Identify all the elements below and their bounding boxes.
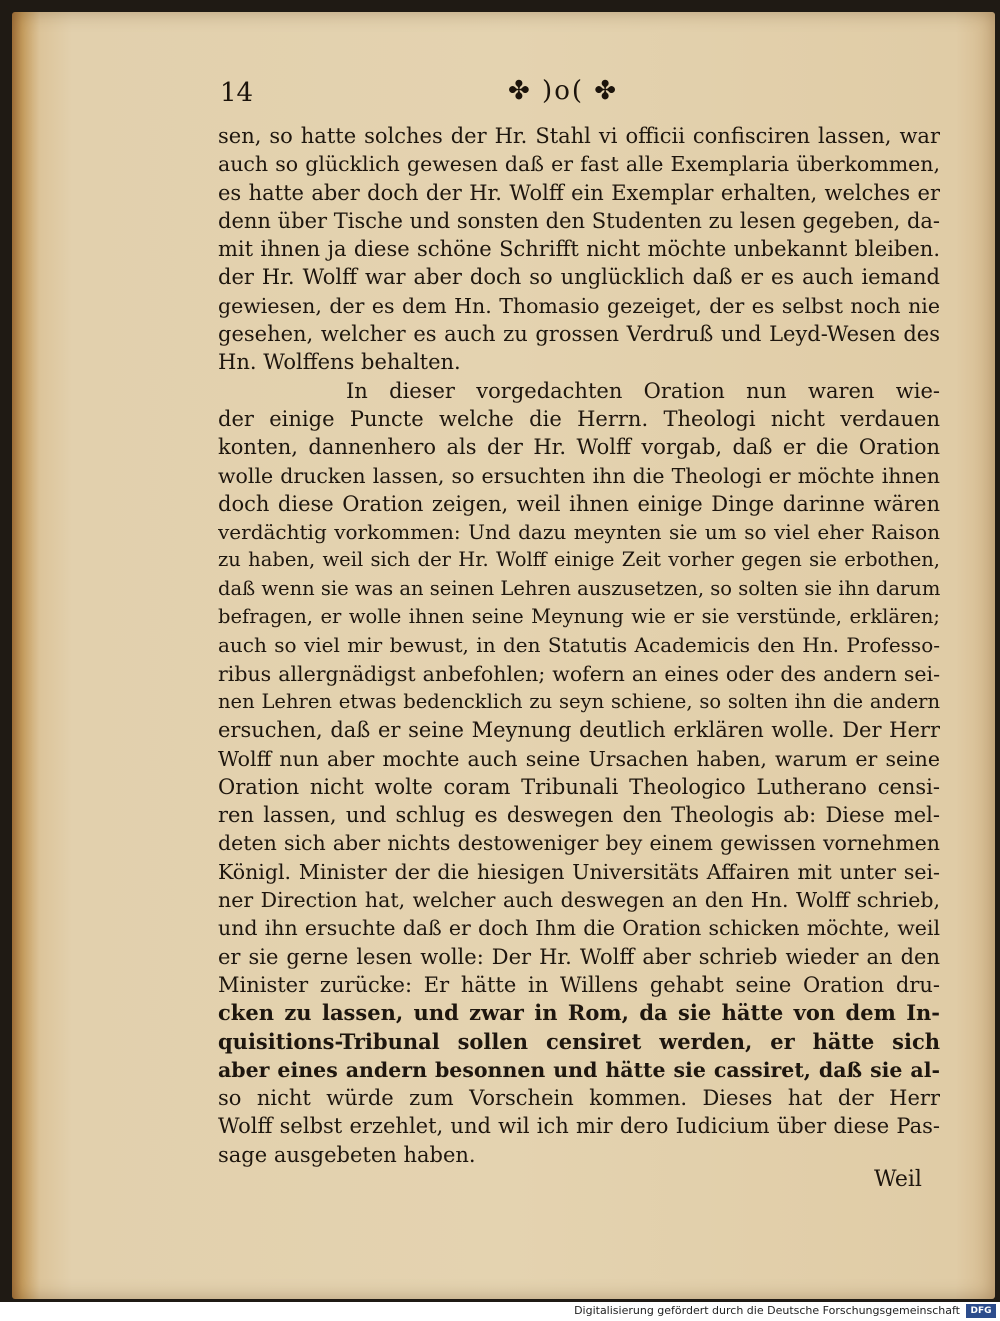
text-line [218,914,940,942]
text-line [218,490,940,518]
text-line-content: so nicht würde zum Vorschein kommen. Dieses hat der Herr [218,1086,940,1111]
text-line-content: sen, so hatte solches der Hr. Stahl vi officii confisciren lassen, war [218,124,940,148]
text-line-content: zu haben, weil sich der Hr. Wolff einige Zeit vorher gegen sie erbothen, [218,548,940,572]
text-line-content: er sie gerne lesen wolle: Der Hr. Wolff aber schrieb wieder an den [218,944,940,969]
text-line [218,405,940,433]
text-line-content: aber eines andern besonnen und hätte sie cassiret, daß sie al- [218,1057,940,1082]
text-line-content: In dieser vorgedachten Oration nun waren wie- [346,378,940,403]
page-number: 14 [220,78,254,108]
text-line [218,829,940,857]
text-line-content: mit ihnen ja diese schöne Schrifft nicht möchte unbekannt bleiben. [218,237,940,262]
text-line [218,603,940,631]
text-line [218,150,940,178]
text-line [218,292,940,320]
footer-attribution: Digitalisierung gefördert durch die Deutsche Forschungsgemeinschaft [574,1304,960,1317]
text-line [218,943,940,971]
text-line [218,1112,940,1140]
text-line-content: verdächtig vorkommen: Und dazu meynten sie um so viel eher Raison [218,520,940,545]
text-line [218,377,940,405]
text-line [218,207,940,235]
text-line-content: sage ausgebeten haben. [218,1142,476,1167]
text-line [218,1141,940,1169]
text-line-content: ner Direction hat, welcher auch deswegen an den Hn. Wolff schrieb, [218,888,940,913]
body-text [218,122,940,1169]
text-line-content: ersuchen, daß er seine Meynung deutlich erklären wolle. Der Herr [218,718,940,743]
text-line-content: Wolff selbst erzehlet, und wil ich mir dero Iudicium über diese Pas- [218,1114,940,1139]
footer-bar [0,1302,1000,1321]
text-line-content: doch diese Oration zeigen, weil ihnen einige Dinge darinne wären [218,491,940,516]
text-line-content: es hatte aber doch der Hr. Wolff ein Exemplar erhalten, welches er [218,180,940,205]
text-line [218,462,940,490]
text-line-content: der Hr. Wolff war aber doch so unglücklich daß er es auch iemand [218,265,940,290]
catchword: Weil [874,1167,922,1192]
text-line-content: deten sich aber nichts destoweniger bey einem gewissen vornehmen [218,831,940,856]
text-line-content: gewiesen, der es dem Hn. Thomasio gezeiget, der es selbst noch nie [218,293,940,318]
text-line-content: nen Lehren etwas bedencklich zu seyn schiene, so solten ihn die andern [218,689,940,713]
text-line [218,348,940,376]
text-line-content: Minister zurücke: Er hätte in Willens gehabt seine Oration dru- [218,972,940,997]
text-line [218,660,940,688]
text-line [218,1028,940,1056]
text-line [218,716,940,744]
text-line [218,886,940,914]
text-line-content: Oration nicht wolte coram Tribunali Theologico Lutherano censi- [218,774,940,799]
text-line-content: Wolff nun aber mochte auch seine Ursachen haben, warum er seine [218,746,940,771]
text-line [218,518,940,546]
text-line [218,631,940,659]
text-line-content: ren lassen, und schlug es deswegen den Theologis ab: Diese mel- [218,803,940,828]
text-line [218,801,940,829]
text-line [218,1056,940,1084]
text-line-content: daß wenn sie was an seinen Lehren auszusetzen, so solten sie ihn darum [218,576,940,600]
text-line [218,999,940,1027]
text-line-content: auch so glücklich gewesen daß er fast alle Exemplaria überkommen, [218,152,940,177]
text-line [218,235,940,263]
dfg-logo: DFG [966,1304,996,1318]
text-line [218,320,940,348]
text-line-content: befragen, er wolle ihnen seine Meynung wie er sie verstünde, erklären; [218,605,940,629]
book-page [12,12,995,1299]
text-line [218,122,940,150]
text-line [218,575,940,603]
text-line-content: ribus allergnädigst anbefohlen; wofern an eines oder des andern sei- [218,661,940,686]
text-line-content: der einige Puncte welche die Herrn. Theologi nicht verdauen [218,406,940,431]
text-line-content: cken zu lassen, und zwar in Rom, da sie hätte von dem In- [218,1000,940,1026]
text-line-content: wolle drucken lassen, so ersuchten ihn die Theologi er möchte ihnen [218,463,940,488]
text-line [218,433,940,461]
text-line-content: Königl. Minister der die hiesigen Universitäts Affairen mit unter sei- [218,859,940,884]
text-line-content: Hn. Wolffens behalten. [218,350,461,375]
text-line-content: denn über Tische und sonsten den Studenten zu lesen gegeben, da- [218,208,940,233]
text-line [218,858,940,886]
text-line [218,745,940,773]
header-ornament: ✤ )o( ✤ [508,76,619,106]
text-line-content: gesehen, welcher es auch zu grossen Verdruß und Leyd-Wesen des [218,322,940,347]
text-line [218,1084,940,1112]
text-line [218,971,940,999]
text-line [218,263,940,291]
text-line-content: und ihn ersuchte daß er doch Ihm die Oration schicken möchte, weil [218,916,940,941]
text-line-content: konten, dannenhero als der Hr. Wolff vorgab, daß er die Oration [218,435,940,460]
text-line-content: quisitions-Tribunal sollen censiret werden, er hätte sich [218,1028,940,1054]
text-line [218,773,940,801]
text-line [218,688,940,716]
text-line-content: auch so viel mir bewust, in den Statutis Academicis den Hn. Professo- [218,633,940,658]
text-line [218,179,940,207]
page-header [12,74,995,114]
text-line [218,546,940,574]
